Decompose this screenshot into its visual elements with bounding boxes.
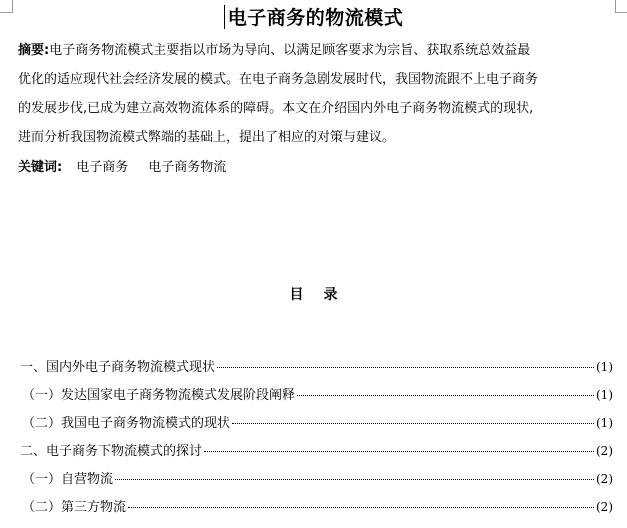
title-block xyxy=(0,3,627,30)
toc-entry[interactable] xyxy=(0,496,627,524)
toc-entry-text: 二、电子商务下物流模式的探讨 xyxy=(20,444,203,459)
keywords-label: 关键词: xyxy=(18,160,63,175)
toc-entry[interactable] xyxy=(0,468,627,496)
toc-page-number: (2) xyxy=(596,500,613,514)
toc-leader-dots xyxy=(115,478,594,480)
toc-entry-text: 一、国内外电子商务物流模式现状 xyxy=(20,360,216,375)
toc-leader-dots xyxy=(297,394,594,396)
text-cursor xyxy=(224,5,225,29)
toc-entry[interactable] xyxy=(0,440,627,468)
toc-entry-text: （一）自营物流 xyxy=(22,472,114,487)
keyword: 电子商务 xyxy=(76,160,129,175)
toc-page-number: (1) xyxy=(596,388,613,402)
keyword: 电子商务物流 xyxy=(148,160,227,175)
toc-page-number: (2) xyxy=(596,444,613,458)
toc-page-number: (1) xyxy=(596,416,613,430)
keywords[interactable] xyxy=(18,156,246,175)
toc-leader-dots xyxy=(217,366,594,368)
abstract-line xyxy=(18,36,588,65)
abstract-line: 优化的适应现代社会经济发展的模式。在电子商务急剧发展时代，我国物流跟不上电子商务 xyxy=(18,72,539,87)
toc-entry[interactable] xyxy=(0,412,627,440)
toc-leader-dots xyxy=(128,506,594,508)
table-of-contents xyxy=(0,356,627,524)
abstract-line-text: 电子商务物流模式主要指以市场为导向、以满足顾客要求为宗旨、获取系统总效益最 xyxy=(49,43,531,58)
abstract-line: 进而分析我国物流模式弊端的基础上，提出了相应的对策与建议。 xyxy=(18,130,396,145)
abstract[interactable] xyxy=(18,36,588,152)
toc-entry[interactable] xyxy=(0,384,627,412)
abstract-label: 摘要: xyxy=(18,43,50,58)
toc-title xyxy=(0,284,627,304)
toc-leader-dots xyxy=(204,450,594,452)
toc-page-number: (2) xyxy=(596,472,613,486)
toc-title-char: 目 xyxy=(289,287,304,303)
document-title[interactable]: 电子商务的物流模式 xyxy=(227,7,404,29)
toc-page-number: (1) xyxy=(596,360,613,374)
toc-title-char: 录 xyxy=(323,287,338,303)
toc-entry-text: （二）我国电子商务物流模式的现状 xyxy=(22,416,231,431)
abstract-line: 的发展步伐,已成为建立高效物流体系的障碍。本文在介绍国内外电子商务物流模式的现状, xyxy=(18,101,534,116)
toc-entry-text: （一）发达国家电子商务物流模式发展阶段阐释 xyxy=(22,388,296,403)
toc-entry-text: （二）第三方物流 xyxy=(22,500,127,515)
toc-entry[interactable] xyxy=(0,356,627,384)
toc-leader-dots xyxy=(232,422,594,424)
